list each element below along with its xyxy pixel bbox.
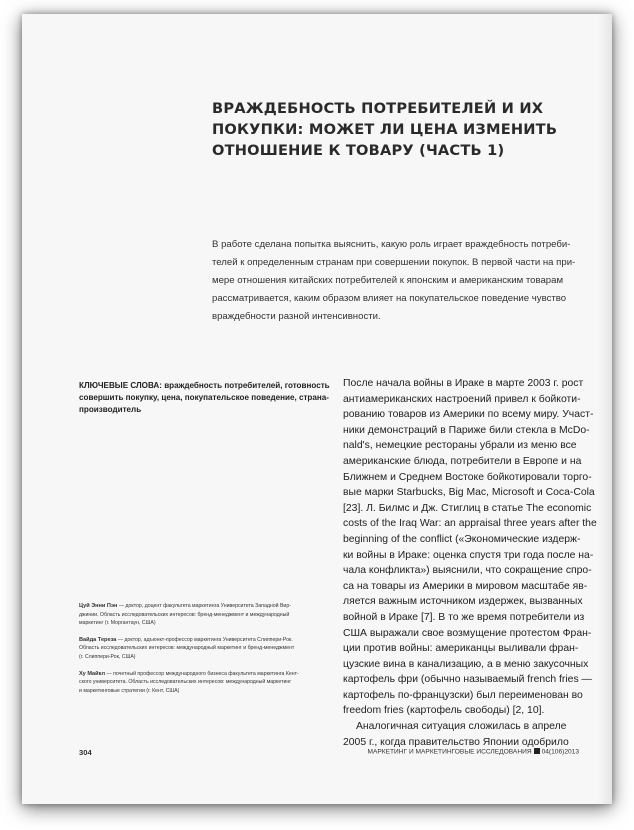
body-line: картофель по-французски) был переименован во (343, 689, 583, 701)
body-line: ции против войны: американцы выливали фран- (343, 643, 579, 655)
abstract (212, 236, 594, 326)
body-line: Ближнем и Среднем Востоке бойкотировали торго- (343, 471, 592, 483)
body-line: антиамериканских настроений привел к бойкоти- (343, 393, 581, 405)
keywords-line: КЛЮЧЕВЫЕ СЛОВА: враждебность потребителей, готовность (79, 381, 330, 390)
body-line: рованию товаров из Америки по всему миру. Участ- (343, 409, 594, 421)
abstract-line: мере отношения китайских потребителей к японским и американским товарам (212, 275, 564, 286)
abstract-line: враждебности разной интенсивности. (212, 311, 381, 322)
body-line: 2005 г., когда правительство Японии одобрило (343, 736, 569, 748)
body-line: beginning of the conflict («Экономические издерж- (343, 533, 581, 545)
body-line: Аналогичная ситуация сложилась в апреле (356, 721, 567, 733)
author-info-line: — почетный профессор международного бизнеса факультета маркетинга Кент- (105, 670, 299, 677)
author-info-line: Область исследовательских интересов: международный маркетинг и бренд-менеджмент (79, 645, 295, 652)
author-info-line: джинии. Область исследовательских интересов: бренд-менеджмент и международный (79, 611, 290, 618)
author-info-line: ского университета. Область исследовательских интересов: международный маркетинг (79, 679, 292, 686)
body-line: войной в Ираке [7]. В то же время потребители из (343, 611, 585, 623)
body-line: американские блюда, потребители в Европе и на (343, 455, 582, 467)
abstract-line: телей к определенным странам при совершении покупок. В первой части на при- (212, 257, 576, 268)
author-info-line: — доктор, адъюнкт-профессор маркетинга Университета Слиппери-Рок. (116, 636, 293, 643)
body-line: [23]. Л. Билмс и Дж. Стиглиц в статье The economic (343, 502, 592, 514)
journal-page (22, 14, 612, 804)
author-name: Цуй Энни Пэн (79, 603, 118, 609)
body-line: nald's, немецкие рестораны убрали из меню все (343, 440, 577, 452)
article-title-line: ВРАЖДЕБНОСТЬ ПОТРЕБИТЕЛЕЙ И ИХ (212, 100, 544, 117)
body-line: са на товары из Америки в мировом масштабе яв- (343, 580, 588, 592)
square-bullet-icon (534, 748, 540, 754)
page-number: 304 (79, 748, 92, 757)
abstract-line: рассматривается, каким образом влияет на покупательское поведение чувство (212, 293, 567, 304)
author-note (79, 636, 329, 662)
running-footer (368, 748, 580, 756)
body-line: freedom fries (картофель свободы) [2, 10]. (343, 705, 545, 717)
abstract-line: В работе сделана попытка выяснить, какую роль играет враждебность потреби- (212, 239, 571, 250)
body-line: ляется важным источником издержек, вызванных (343, 596, 583, 608)
body-line: вые марки Starbucks, Big Mac, Microsoft и Coca-Cola (343, 487, 595, 499)
author-note (79, 670, 329, 696)
body-line: После начала войны в Ираке в марте 2003 г. рост (343, 378, 584, 389)
author-info-line: — доктор, доцент факультета маркетинга Университета Западной Вир- (117, 603, 291, 609)
keywords-line: производитель (79, 405, 142, 414)
body-line: США выражали свое возмущение протестом Фран- (343, 627, 592, 639)
author-name: Вайда Тереза (79, 636, 117, 643)
journal-name: МАРКЕТИНГ И МАРКЕТИНГОВЫЕ ИССЛЕДОВАНИЯ (367, 748, 532, 756)
author-info-line: маркетинг (г. Моргантаун, США) (79, 620, 156, 627)
body-text-column (343, 376, 595, 750)
article-title (212, 98, 592, 161)
body-line: цузские вина в канализацию, а в меню закусочных (343, 658, 589, 670)
author-notes (79, 602, 329, 703)
body-line: картофель фри (обычно называемый french fries — (343, 674, 592, 686)
body-line: ки войны в Ираке: оценка спустя три года после на- (343, 549, 594, 561)
author-info-line: и маркетинговые стратегии (г. Кент, США) (79, 687, 180, 694)
keywords-block (79, 380, 329, 416)
author-note (79, 602, 329, 628)
body-line: costs of the Iraq War: an appraisal three years after the (343, 518, 597, 530)
author-info-line: (г. Слиппери-Рок, США) (79, 653, 136, 660)
article-title-line: ОТНОШЕНИЕ К ТОВАРУ (ЧАСТЬ 1) (212, 142, 505, 159)
issue-number: 04(106)2013 (541, 748, 579, 756)
body-line: чала конфликта») выяснили, что сокращение спро- (343, 565, 592, 577)
page-edge-shading (598, 14, 612, 804)
author-name: Ху Майкл (79, 670, 106, 677)
article-title-line: ПОКУПКИ: МОЖЕТ ЛИ ЦЕНА ИЗМЕНИТЬ (212, 121, 558, 138)
body-line: ники демонстраций в Париже били стекла в McDo- (343, 424, 590, 436)
keywords-line: совершить покупку, цена, покупательское поведение, страна- (79, 393, 329, 402)
